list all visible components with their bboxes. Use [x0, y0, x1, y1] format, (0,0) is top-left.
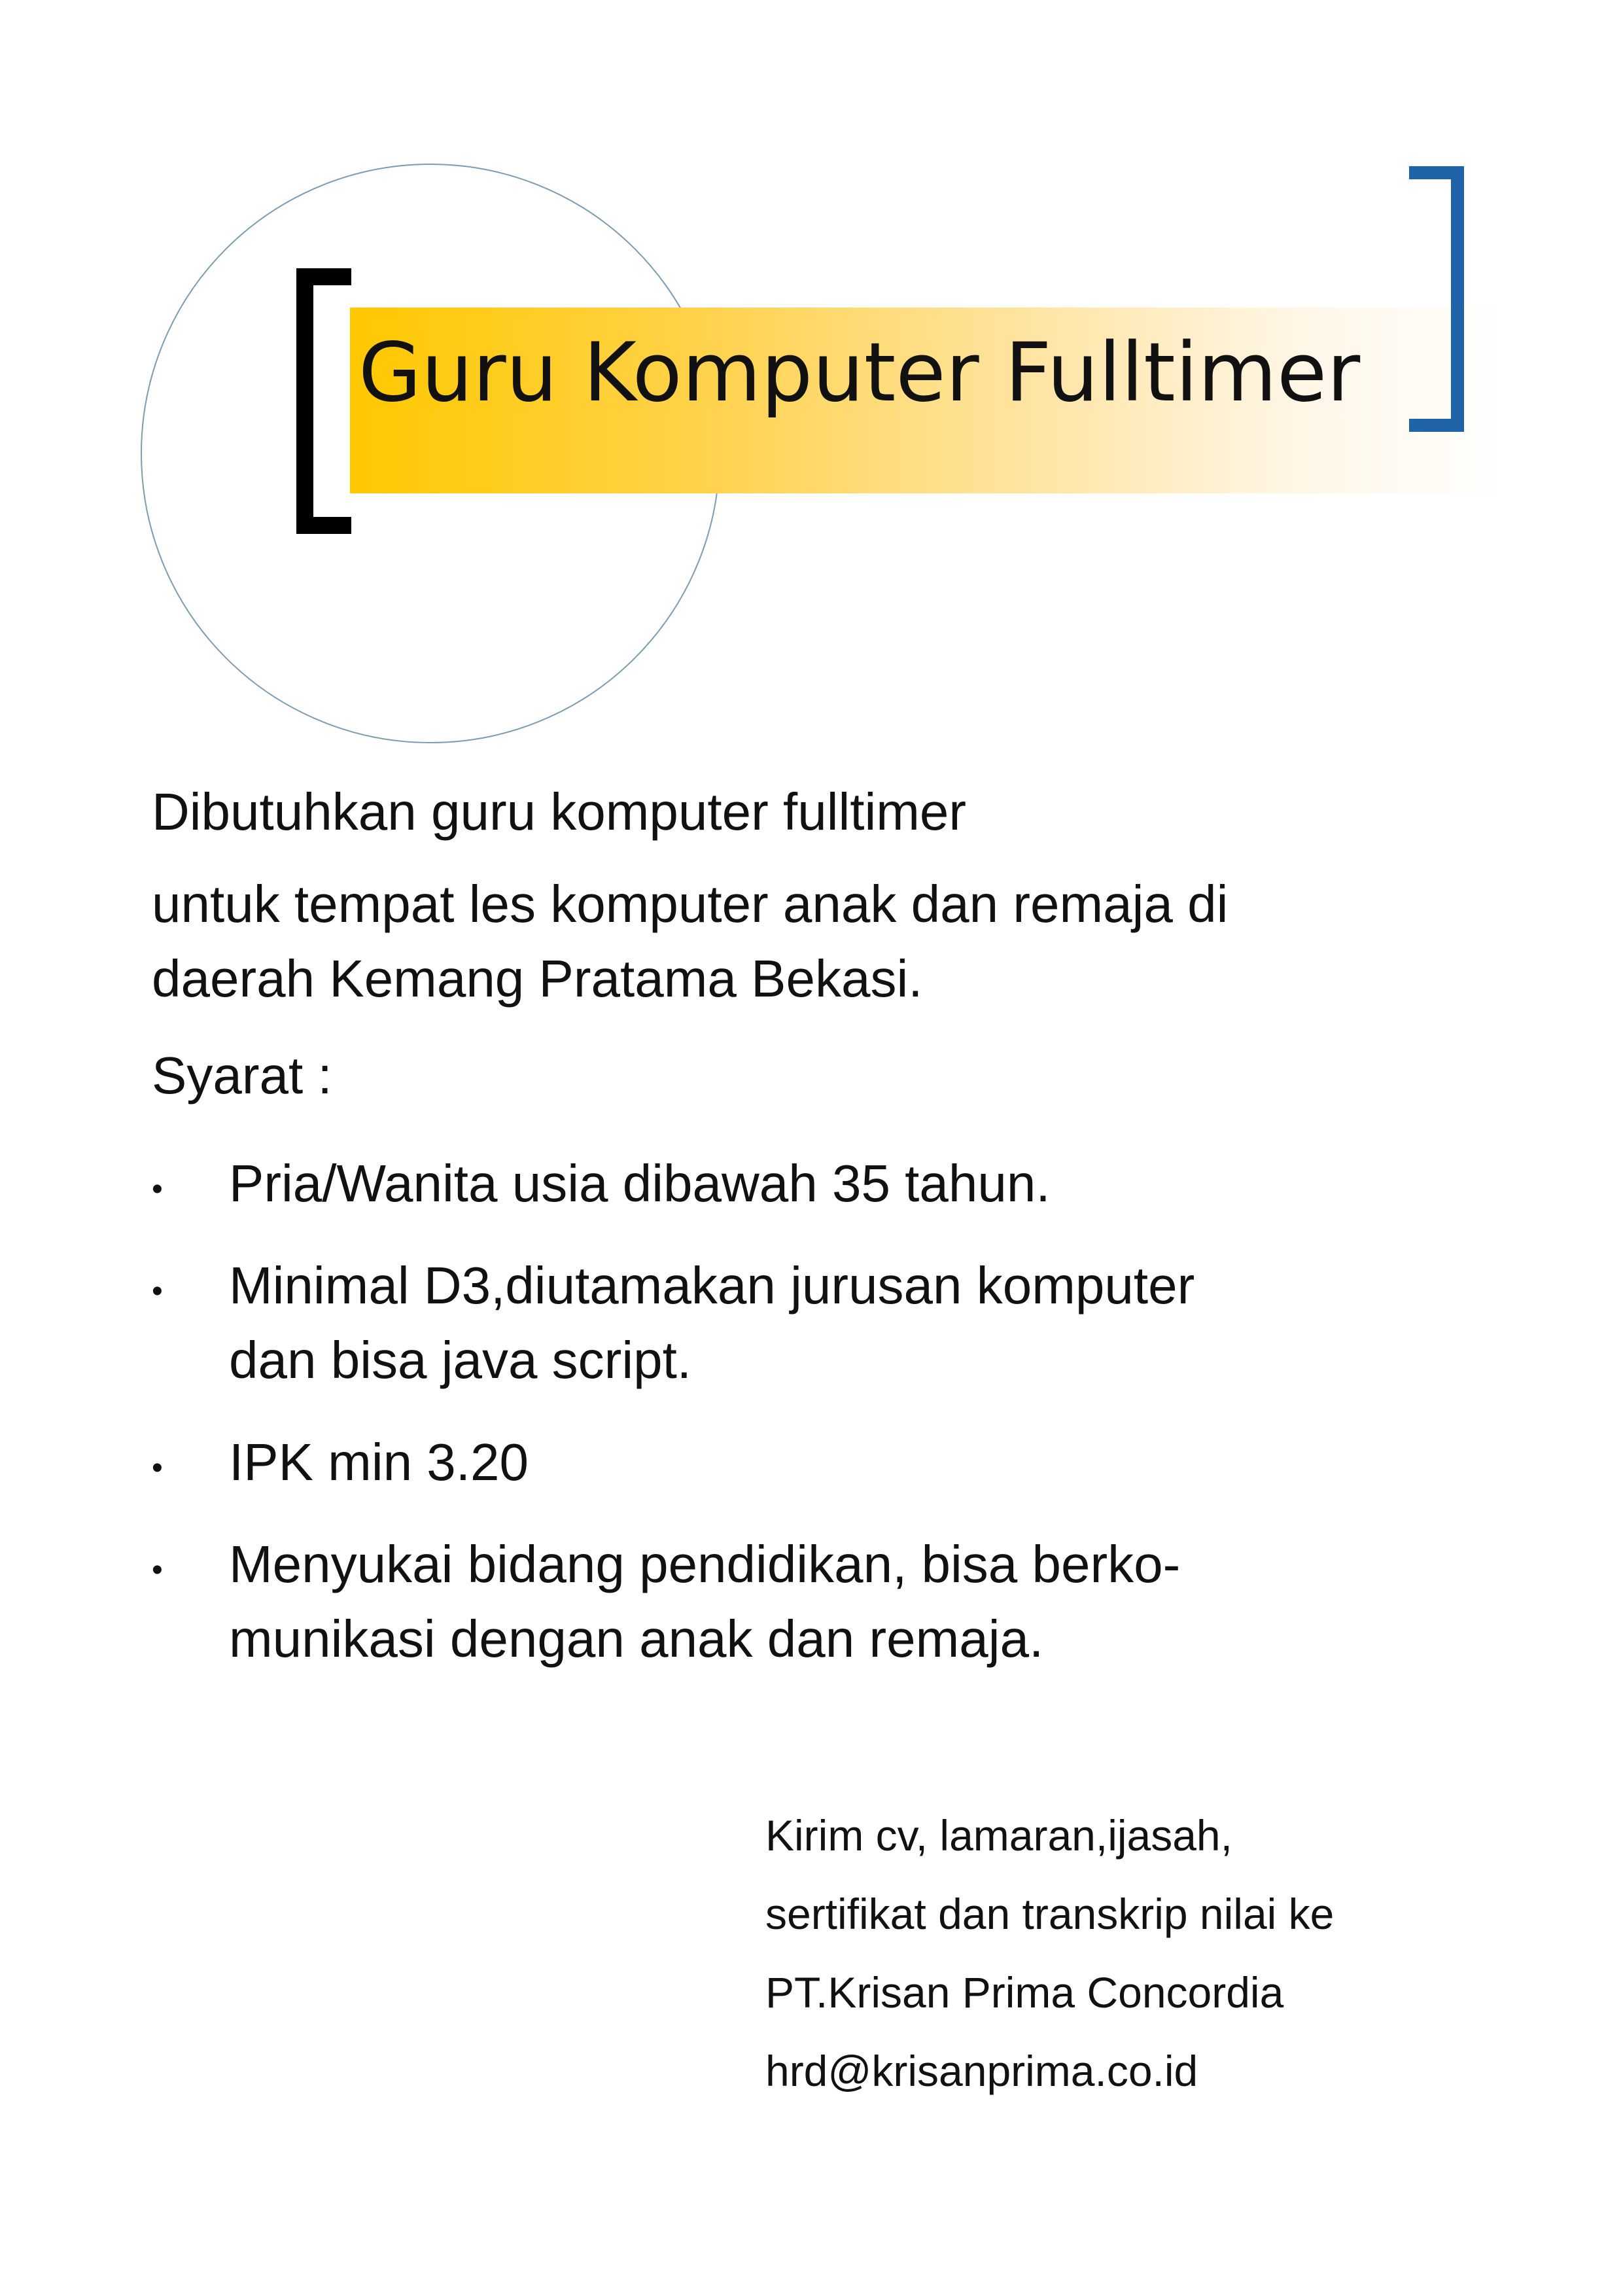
intro-line-2: untuk tempat les komputer anak dan remaja di — [152, 875, 1229, 933]
list-item — [152, 1527, 1460, 1676]
bullet-icon: • — [152, 1451, 163, 1485]
contact-email: hrd@krisanprima.co.id — [765, 2047, 1198, 2095]
contact-block — [765, 1796, 1334, 2110]
list-item — [152, 1146, 1460, 1221]
page-title: Guru Komputer Fulltimer — [358, 326, 1361, 420]
contact-line-1: Kirim cv, lamaran,ijasah, — [765, 1811, 1232, 1860]
bullet-icon: • — [152, 1553, 163, 1587]
list-item-text: munikasi dengan anak dan remaja. — [229, 1610, 1044, 1668]
list-item-text: IPK min 3.20 — [229, 1433, 529, 1491]
list-item-text: Menyukai bidang pendidikan, bisa berko- — [229, 1535, 1181, 1593]
contact-company: PT.Krisan Prima Concordia — [765, 1968, 1284, 2017]
left-bracket-decoration — [296, 268, 351, 534]
right-bracket-decoration — [1409, 166, 1464, 432]
list-item — [152, 1425, 1460, 1500]
requirements-heading: Syarat : — [152, 1046, 332, 1104]
list-item-text: dan bisa java script. — [229, 1331, 692, 1389]
requirements-list — [152, 1146, 1460, 1676]
bullet-icon: • — [152, 1274, 163, 1309]
list-item — [152, 1248, 1460, 1398]
bullet-icon: • — [152, 1172, 163, 1207]
intro-line-3: daerah Kemang Pratama Bekasi. — [152, 949, 923, 1008]
list-item-text: Pria/Wanita usia dibawah 35 tahun. — [229, 1154, 1051, 1212]
list-item-text: Minimal D3,diutamakan jurusan komputer — [229, 1256, 1195, 1315]
intro-line-1: Dibutuhkan guru komputer fulltimer — [152, 783, 967, 841]
contact-line-2: sertifikat dan transkrip nilai ke — [765, 1890, 1335, 1938]
